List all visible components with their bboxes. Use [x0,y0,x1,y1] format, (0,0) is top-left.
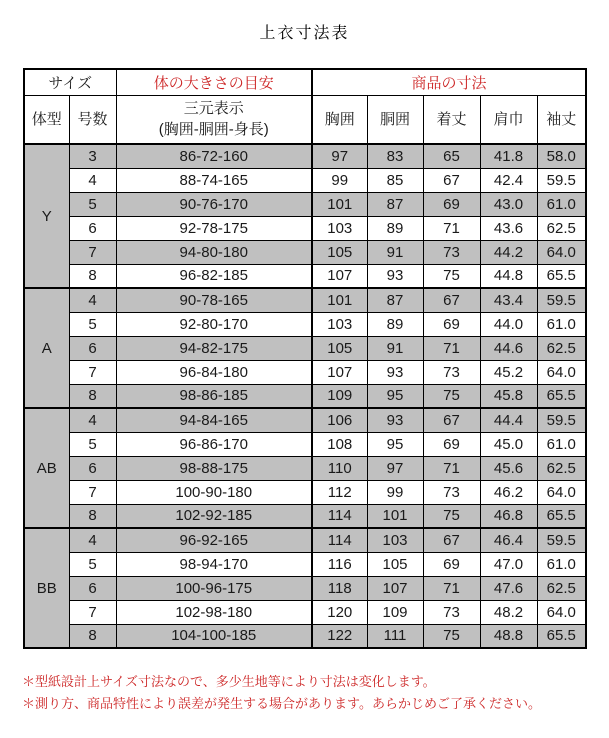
cell-triple: 88-74-165 [116,168,312,192]
cell-num: 6 [69,216,116,240]
cell-shoulder: 41.8 [480,144,537,168]
cell-chest: 116 [312,552,367,576]
cell-waist: 87 [367,288,423,312]
cell-chest: 114 [312,504,367,528]
cell-chest: 120 [312,600,367,624]
cell-sleeve: 59.5 [537,408,586,432]
cell-chest: 122 [312,624,367,648]
cell-shoulder: 46.4 [480,528,537,552]
cell-chest: 105 [312,240,367,264]
cell-waist: 95 [367,384,423,408]
body-type-cell: BB [24,528,69,648]
cell-triple: 98-86-185 [116,384,312,408]
cell-sleeve: 65.5 [537,624,586,648]
cell-waist: 85 [367,168,423,192]
cell-num: 7 [69,240,116,264]
cell-sleeve: 61.0 [537,552,586,576]
header-size-group: サイズ [24,69,116,95]
cell-sleeve: 65.5 [537,504,586,528]
cell-chest: 107 [312,264,367,288]
cell-shoulder: 42.4 [480,168,537,192]
cell-length: 71 [423,456,480,480]
cell-shoulder: 47.0 [480,552,537,576]
cell-waist: 91 [367,240,423,264]
cell-sleeve: 62.5 [537,216,586,240]
cell-num: 8 [69,384,116,408]
cell-chest: 106 [312,408,367,432]
header-length: 着丈 [423,95,480,144]
cell-triple: 102-98-180 [116,600,312,624]
cell-shoulder: 48.2 [480,600,537,624]
cell-triple: 96-86-170 [116,432,312,456]
page-title: 上衣寸法表 [259,25,350,42]
cell-waist: 89 [367,216,423,240]
cell-num: 4 [69,408,116,432]
header-triple-line1: 三元表示 [183,100,244,118]
cell-chest: 108 [312,432,367,456]
cell-triple: 100-90-180 [116,480,312,504]
cell-triple: 96-82-185 [116,264,312,288]
cell-sleeve: 62.5 [537,576,586,600]
cell-length: 69 [423,432,480,456]
table-row [24,432,586,456]
size-chart-table [23,68,587,649]
cell-waist: 99 [367,480,423,504]
cell-shoulder: 43.6 [480,216,537,240]
cell-waist: 93 [367,264,423,288]
cell-sleeve: 61.0 [537,432,586,456]
cell-waist: 93 [367,408,423,432]
cell-sleeve: 59.5 [537,288,586,312]
header-triple-line2: (胸囲-胴囲-身長) [158,121,269,139]
cell-waist: 87 [367,192,423,216]
table-row [24,336,586,360]
cell-triple: 96-84-180 [116,360,312,384]
cell-length: 73 [423,480,480,504]
cell-shoulder: 44.6 [480,336,537,360]
cell-shoulder: 44.0 [480,312,537,336]
table-body [24,144,586,648]
header-sleeve: 袖丈 [537,95,586,144]
cell-shoulder: 48.8 [480,624,537,648]
cell-num: 7 [69,480,116,504]
cell-length: 71 [423,216,480,240]
cell-waist: 83 [367,144,423,168]
cell-num: 3 [69,144,116,168]
cell-sleeve: 59.5 [537,168,586,192]
table-row [24,168,586,192]
cell-sleeve: 61.0 [537,192,586,216]
cell-shoulder: 44.8 [480,264,537,288]
cell-waist: 97 [367,456,423,480]
cell-chest: 103 [312,312,367,336]
table-header [24,69,586,144]
header-product-group: 商品の寸法 [312,69,586,95]
cell-triple: 94-82-175 [116,336,312,360]
cell-triple: 90-78-165 [116,288,312,312]
cell-shoulder: 45.0 [480,432,537,456]
table-row [24,408,586,432]
table-row [24,144,586,168]
cell-waist: 109 [367,600,423,624]
cell-num: 8 [69,264,116,288]
cell-shoulder: 44.2 [480,240,537,264]
cell-sleeve: 58.0 [537,144,586,168]
cell-num: 4 [69,528,116,552]
cell-sleeve: 62.5 [537,456,586,480]
header-number: 号数 [69,95,116,144]
cell-length: 73 [423,600,480,624]
cell-chest: 101 [312,192,367,216]
cell-num: 4 [69,168,116,192]
cell-triple: 98-88-175 [116,456,312,480]
cell-waist: 111 [367,624,423,648]
table-row [24,456,586,480]
body-type-cell: AB [24,408,69,528]
body-type-cell: Y [24,144,69,288]
cell-shoulder: 43.0 [480,192,537,216]
cell-shoulder: 43.4 [480,288,537,312]
cell-length: 73 [423,360,480,384]
table-row [24,528,586,552]
header-shoulder: 肩巾 [480,95,537,144]
cell-length: 69 [423,192,480,216]
cell-triple: 104-100-185 [116,624,312,648]
cell-length: 69 [423,312,480,336]
body-type-cell: A [24,288,69,408]
cell-chest: 97 [312,144,367,168]
cell-length: 75 [423,504,480,528]
cell-shoulder: 46.2 [480,480,537,504]
cell-num: 4 [69,288,116,312]
cell-num: 5 [69,432,116,456]
table-row [24,216,586,240]
cell-sleeve: 65.5 [537,264,586,288]
cell-waist: 103 [367,528,423,552]
cell-num: 7 [69,600,116,624]
header-group-row [24,69,586,95]
cell-triple: 86-72-160 [116,144,312,168]
cell-sleeve: 61.0 [537,312,586,336]
cell-waist: 95 [367,432,423,456]
cell-waist: 89 [367,312,423,336]
cell-triple: 96-92-165 [116,528,312,552]
table-row [24,240,586,264]
cell-shoulder: 46.8 [480,504,537,528]
table-row [24,552,586,576]
cell-chest: 118 [312,576,367,600]
header-waist: 胴囲 [367,95,423,144]
cell-chest: 99 [312,168,367,192]
cell-chest: 110 [312,456,367,480]
footnote-line: ＊型紙設計上サイズ寸法なので、多少生地等により寸法は変化します。 [22,674,436,689]
cell-sleeve: 64.0 [537,360,586,384]
cell-num: 6 [69,336,116,360]
cell-triple: 100-96-175 [116,576,312,600]
cell-length: 73 [423,240,480,264]
cell-sleeve: 64.0 [537,600,586,624]
table-row [24,624,586,648]
cell-length: 75 [423,264,480,288]
cell-sleeve: 64.0 [537,480,586,504]
table-row [24,480,586,504]
cell-waist: 107 [367,576,423,600]
cell-shoulder: 45.2 [480,360,537,384]
cell-shoulder: 45.8 [480,384,537,408]
table-row [24,600,586,624]
cell-num: 8 [69,624,116,648]
cell-triple: 98-94-170 [116,552,312,576]
cell-triple: 92-80-170 [116,312,312,336]
cell-chest: 107 [312,360,367,384]
cell-length: 67 [423,528,480,552]
table-row [24,192,586,216]
cell-chest: 114 [312,528,367,552]
cell-length: 71 [423,576,480,600]
cell-num: 5 [69,312,116,336]
cell-triple: 94-80-180 [116,240,312,264]
footnotes [22,671,541,715]
cell-sleeve: 64.0 [537,240,586,264]
cell-shoulder: 44.4 [480,408,537,432]
header-body-type: 体型 [24,95,69,144]
cell-shoulder: 47.6 [480,576,537,600]
cell-length: 67 [423,408,480,432]
cell-chest: 101 [312,288,367,312]
table-row [24,384,586,408]
cell-chest: 112 [312,480,367,504]
cell-shoulder: 45.6 [480,456,537,480]
cell-length: 67 [423,168,480,192]
cell-length: 75 [423,384,480,408]
cell-triple: 92-78-175 [116,216,312,240]
table-row [24,312,586,336]
cell-triple: 94-84-165 [116,408,312,432]
cell-length: 75 [423,624,480,648]
cell-length: 69 [423,552,480,576]
cell-length: 65 [423,144,480,168]
cell-num: 8 [69,504,116,528]
cell-triple: 102-92-185 [116,504,312,528]
cell-waist: 91 [367,336,423,360]
table-row [24,504,586,528]
cell-num: 5 [69,552,116,576]
cell-sleeve: 62.5 [537,336,586,360]
header-column-row [24,95,586,144]
cell-sleeve: 65.5 [537,384,586,408]
header-triple [116,95,312,144]
cell-num: 6 [69,456,116,480]
cell-waist: 105 [367,552,423,576]
table-row [24,288,586,312]
table-row [24,264,586,288]
cell-num: 7 [69,360,116,384]
cell-sleeve: 59.5 [537,528,586,552]
cell-length: 71 [423,336,480,360]
cell-num: 5 [69,192,116,216]
cell-waist: 93 [367,360,423,384]
footnote-line: ＊測り方、商品特性により誤差が発生する場合があります。あらかじめご了承ください。 [22,696,541,711]
cell-chest: 109 [312,384,367,408]
header-chest: 胸囲 [312,95,367,144]
header-body-guide-group: 体の大きさの目安 [116,69,312,95]
table-row [24,576,586,600]
cell-waist: 101 [367,504,423,528]
cell-num: 6 [69,576,116,600]
cell-length: 67 [423,288,480,312]
cell-triple: 90-76-170 [116,192,312,216]
cell-chest: 103 [312,216,367,240]
table-row [24,360,586,384]
cell-chest: 105 [312,336,367,360]
